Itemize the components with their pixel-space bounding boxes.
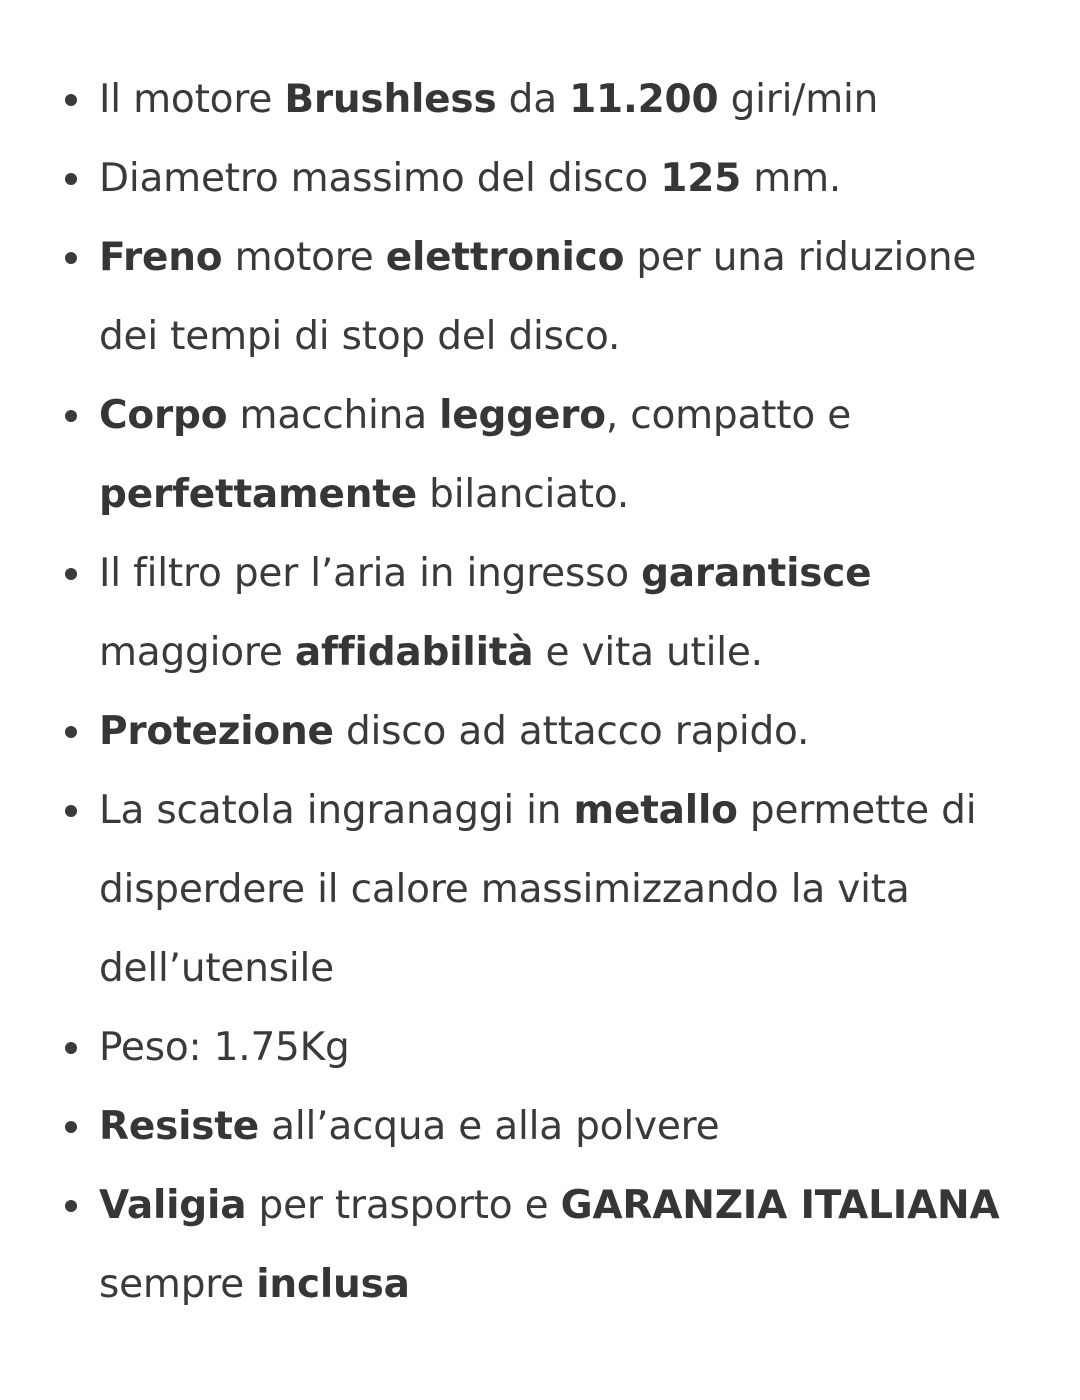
feature-text: giri/min [718,77,879,122]
feature-text: sempre [99,1262,257,1307]
feature-item-case-warranty [99,1166,1039,1324]
feature-item-disc-diameter [99,139,1039,218]
feature-text: macchina [227,393,440,438]
feature-highlight: Resiste [99,1104,259,1149]
feature-item-gearbox [99,771,1039,1008]
feature-text: Il filtro per l’aria in ingresso [99,551,642,596]
feature-item-air-filter [99,534,1039,692]
feature-text: bilanciato. [416,472,630,517]
feature-text: all’acqua e alla polvere [258,1104,720,1149]
feature-text: permette di disperdere il calore massimizzando la vita dell’utensile [99,788,977,991]
feature-item-water-resistance [99,1087,1039,1166]
feature-text: motore [222,235,386,280]
feature-text: Diametro massimo del disco [99,156,661,201]
feature-highlight: garantisce [641,551,872,596]
feature-highlight: leggero [439,393,606,438]
feature-highlight: inclusa [256,1262,410,1307]
feature-text: Il motore [99,77,285,122]
feature-highlight: Corpo [99,393,228,438]
feature-highlight: 125 [660,156,742,201]
feature-text: La scatola ingranaggi in [99,788,574,833]
feature-highlight: Brushless [284,77,497,122]
feature-highlight: metallo [573,788,738,833]
feature-text: mm. [741,156,842,201]
feature-text: da [496,77,570,122]
feature-text: per una riduzione dei tempi di stop del disco. [99,235,977,359]
feature-highlight: Protezione [99,709,334,754]
feature-item-body [99,376,1039,534]
feature-text: maggiore [99,630,295,675]
feature-text: per trasporto e [246,1183,561,1228]
feature-text: , compatto e [605,393,852,438]
feature-list [99,60,1039,1324]
feature-item-weight [99,1008,1039,1087]
feature-highlight: elettronico [385,235,625,280]
feature-highlight: perfettamente [99,472,417,517]
feature-text: disco ad attacco rapido. [333,709,810,754]
feature-item-rpm [99,60,1039,139]
feature-item-guard [99,692,1039,771]
feature-text: e vita utile. [533,630,763,675]
feature-highlight: Valigia [99,1183,247,1228]
feature-highlight: 11.200 [569,77,719,122]
feature-highlight: GARANZIA ITALIANA [560,1183,1000,1228]
feature-text: Peso: 1.75Kg [99,1025,350,1070]
feature-highlight: Freno [99,235,223,280]
feature-highlight: affidabilità [294,630,534,675]
feature-item-brake [99,218,1039,376]
